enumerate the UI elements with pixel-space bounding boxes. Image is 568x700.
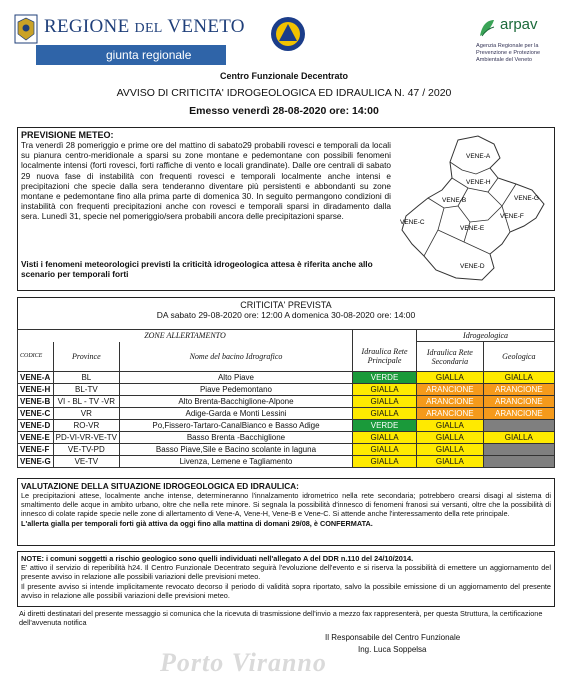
criticita-row-vene-e <box>18 432 555 444</box>
cell-codice: VENE-H <box>18 384 54 396</box>
cell-codice: VENE-D <box>18 420 54 432</box>
cell-idraulica-secondaria: GIALLA <box>417 372 484 384</box>
map-label-vene-d: VENE-D <box>460 263 485 270</box>
cell-bacino: Piave Pedemontano <box>120 384 353 396</box>
cell-geologica: GIALLA <box>483 372 554 384</box>
cell-idraulica-secondaria: ARANCIONE <box>417 408 484 420</box>
cell-bacino: Alto Brenta-Bacchiglione-Alpone <box>120 396 353 408</box>
cell-idraulica: VERDE <box>352 372 416 384</box>
cell-geologica <box>483 444 554 456</box>
criticita-header <box>17 297 555 330</box>
cell-codice: VENE-F <box>18 444 54 456</box>
cell-codice: VENE-G <box>18 456 54 468</box>
cell-idraulica-secondaria: GIALLA <box>417 456 484 468</box>
criticita-table <box>17 329 555 468</box>
regione-logo <box>14 14 38 44</box>
map-label-vene-a: VENE-A <box>466 153 491 160</box>
cell-province: VE-TV <box>53 456 119 468</box>
emesso-date: Emesso venerdì 28-08-2020 ore: 14:00 <box>189 105 379 117</box>
criticita-row-vene-f <box>18 444 555 456</box>
cell-idraulica-secondaria: GIALLA <box>417 432 484 444</box>
cell-bacino: Livenza, Lemene e Tagliamento <box>120 456 353 468</box>
cell-idraulica: GIALLA <box>352 408 416 420</box>
previsione-box <box>17 127 555 291</box>
cell-geologica <box>483 456 554 468</box>
criticita-row-vene-c <box>18 408 555 420</box>
note-box <box>17 551 555 607</box>
column-header-row <box>18 342 555 372</box>
watermark: Porto Viranno <box>160 648 327 677</box>
map-label-vene-f: VENE-F <box>500 213 524 220</box>
cell-idraulica: VERDE <box>352 420 416 432</box>
previsione-text: Tra venerdì 28 pomeriggio e prime ore del mattino di sabato29 probabili rovesci e temporali da locali su pianura centro-meridionale a sparsi su zone montane e pedemontane con possibili fenomeni localmente intensi (forti rovesci, forti raffiche di vento e locali grandinate). Dalle ore centrali di sabato 29 nuova fase di instabilità con frequenti rovesci e temporali localmente anche intensi e precipitazioni che specie dalla sera tenderanno diventare più persistenti e abbondanti su zone montane e pedemontane fino alla prima parte di domenica 30. In seguito permangono condizioni di instabilità con frequenti precipitazioni anche con rovesci e temporali sparsi in diradamento dalla sera. Lunedì 31, specie nel pomeriggio/sera probabili ancora delle precipitazioni sparse. <box>21 140 391 222</box>
criticita-row-vene-a <box>18 372 555 384</box>
cell-province: PD-VI-VR-VE-TV <box>53 432 119 444</box>
cell-bacino: Basso Piave,Sile e Bacino scolante in laguna <box>120 444 353 456</box>
cell-province: RO-VR <box>53 420 119 432</box>
note-p1: E' attivo il servizio di reperibilità h24. Il Centro Funzionale Decentrato seguirà l'evoluzione dell'evento e si riserva la possibilità di emettere un aggiornamento del presente avviso in relazione alle possibili variazioni delle previsioni meteo. <box>21 563 551 581</box>
criticita-row-vene-h <box>18 384 555 396</box>
cell-bacino: Po,Fissero-Tartaro-CanalBianco e Basso Adige <box>120 420 353 432</box>
criticita-title: CRITICITA' PREVISTA <box>240 300 332 310</box>
cell-codice: VENE-C <box>18 408 54 420</box>
cell-idraulica: GIALLA <box>352 384 416 396</box>
cell-codice: VENE-E <box>18 432 54 444</box>
veneto-map <box>398 134 550 286</box>
region-name: REGIONE DEL VENETO <box>44 16 245 37</box>
cell-idraulica: GIALLA <box>352 432 416 444</box>
cell-codice: VENE-B <box>18 396 54 408</box>
valutazione-box <box>17 478 555 546</box>
cell-geologica: GIALLA <box>483 432 554 444</box>
avviso-title: AVVISO DI CRITICITA' IDROGEOLOGICA ED IDRAULICA N. 47 / 2020 <box>116 87 452 99</box>
map-label-vene-h: VENE-H <box>466 179 491 186</box>
previsione-heading: PREVISIONE METEO: <box>21 130 114 140</box>
cell-bacino: Basso Brenta -Bacchiglione <box>120 432 353 444</box>
cell-geologica: ARANCIONE <box>483 396 554 408</box>
cell-idraulica-secondaria: GIALLA <box>417 420 484 432</box>
zone-allertamento-header: ZONE ALLERTAMENTO <box>18 330 353 342</box>
cell-geologica <box>483 420 554 432</box>
cell-bacino: Alto Piave <box>120 372 353 384</box>
map-label-vene-g: VENE-G <box>514 195 539 202</box>
cell-idraulica: GIALLA <box>352 456 416 468</box>
cell-codice: VENE-A <box>18 372 54 384</box>
note-p2: Il presente avviso si intende implicitamente revocato decorso il periodo di validità sopra riportato, salvo la possibile emissione di un aggiornamento del presente avviso in relazione alle possibili variazioni delle previsioni meteo. <box>21 582 551 600</box>
zone-header-row <box>18 330 555 342</box>
cell-province: VR <box>53 408 119 420</box>
col-bacino: Nome del bacino Idrografico <box>120 342 353 372</box>
col-province: Province <box>53 342 119 372</box>
map-label-vene-b: VENE-B <box>442 197 467 204</box>
responsabile-title: Il Responsabile del Centro Funzionale <box>325 633 461 642</box>
criticita-period: DA sabato 29-08-2020 ore: 12:00 A domenica 30-08-2020 ore: 14:00 <box>156 310 416 320</box>
idraulica-header-top <box>352 330 416 342</box>
cell-idraulica-secondaria: GIALLA <box>417 444 484 456</box>
criticita-row-vene-g <box>18 456 555 468</box>
col-idraulica: Idraulica Rete Principale <box>352 342 416 372</box>
arpav-logo <box>478 18 496 38</box>
cell-province: BL-TV <box>53 384 119 396</box>
col-codice: CODICE <box>18 342 54 372</box>
col-geologica: Geologica <box>483 342 554 372</box>
arpav-subtitle: Agenzia Regionale per la Prevenzione e Protezione Ambientale del Veneto <box>476 43 541 63</box>
protezione-civile-logo <box>270 16 306 52</box>
centro-funzionale: Centro Funzionale Decentrato <box>219 71 348 81</box>
valutazione-text: Le precipitazioni attese, localmente anche intense, determineranno l'innalzamento idrometrico nella rete secondaria; potrebbero crearsi disagi al sistema di smaltimento delle acque in ambito urbano, oltre che nella rete minore. Si segnala la possibilità d'innesco di fenomeni franosi sui versanti, oltre che la possibilità di innesco di colate rapide specie nelle zone di allertamento di Vene-A, Vene-H, Vene-B e Vene-C. Si attende anche l'interessamento della rete principale. <box>21 491 551 518</box>
cell-idraulica: GIALLA <box>352 396 416 408</box>
arpav-name: arpav <box>500 16 538 33</box>
map-label-vene-e: VENE-E <box>460 225 485 232</box>
cell-province: VI - BL - TV -VR <box>53 396 119 408</box>
cell-bacino: Adige-Garda e Monti Lessini <box>120 408 353 420</box>
destinatari-text: Ai diretti destinatari del presente messaggio si comunica che la ricevuta di trasmissione dell'invio a mezzo fax rappresenterà, per questa Struttura, la certificazione dell'avvenuta notifica <box>19 609 543 627</box>
cell-province: BL <box>53 372 119 384</box>
cell-idraulica-secondaria: ARANCIONE <box>417 384 484 396</box>
responsabile-name: Ing. Luca Soppelsa <box>358 645 427 654</box>
criticita-row-vene-b <box>18 396 555 408</box>
cell-geologica: ARANCIONE <box>483 384 554 396</box>
cell-province: VE-TV-PD <box>53 444 119 456</box>
allerta-text: L'allerta gialla per temporali forti già attiva da oggi fino alla mattina di domani 29/08, è CONFERMATA. <box>21 519 373 528</box>
cell-geologica: ARANCIONE <box>483 408 554 420</box>
valutazione-heading: VALUTAZIONE DELLA SITUAZIONE IDROGEOLOGICA ED IDRAULICA: <box>21 481 299 491</box>
map-label-vene-c: VENE-C <box>400 219 425 226</box>
col-idraulica-secondaria: Idraulica Rete Secondaria <box>417 342 484 372</box>
cell-idraulica: GIALLA <box>352 444 416 456</box>
previsione-conclusion: Visti i fenomeni meteorologici previsti la criticità idrogeologica attesa è riferita anche allo scenario per temporali forti <box>21 259 373 280</box>
criticita-row-vene-d <box>18 420 555 432</box>
giunta-banner: giunta regionale <box>36 45 226 65</box>
idrogeologica-header: Idrogeologica <box>417 330 555 342</box>
note-heading: NOTE: i comuni soggetti a rischio geologico sono quelli individuati nell'allegato A del DDR n.110 del 24/10/2014. <box>21 554 414 563</box>
cell-idraulica-secondaria: ARANCIONE <box>417 396 484 408</box>
